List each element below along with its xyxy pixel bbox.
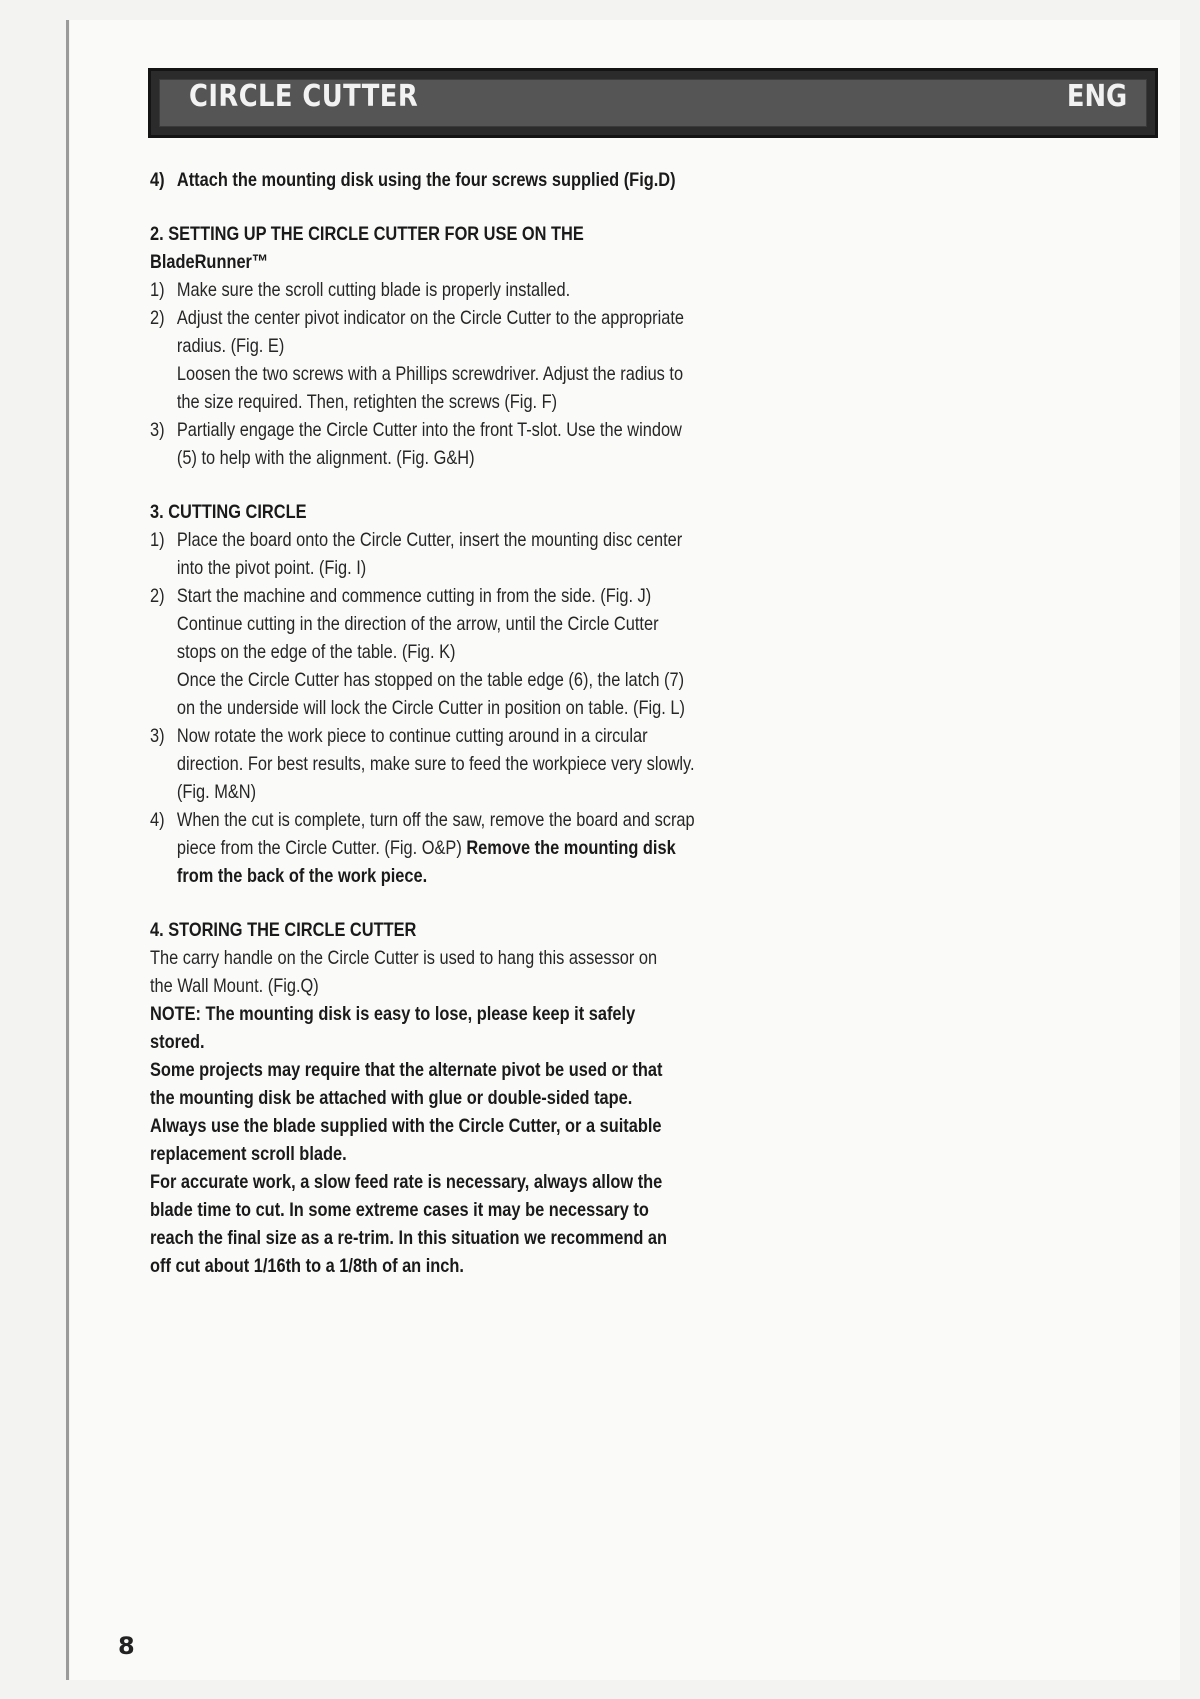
step-number: 1) [150,529,165,551]
list-item [150,526,698,582]
list-item [150,722,698,806]
step-text: Make sure the scroll cutting blade is properly installed. [176,279,571,301]
step-text: Attach the mounting disk using the four screws supplied (Fig.D) [176,169,676,191]
list-item [150,582,698,722]
step-number: 2) [150,585,165,607]
header-title: CIRCLE CUTTER [189,79,419,114]
section-heading-cutting: 3. CUTTING CIRCLE [150,501,307,523]
language-label: ENG [1066,79,1127,114]
step-text: Adjust the center pivot indicator on the Circle Cutter to the appropriate radius. (Fig. E) [176,307,685,357]
list-item [150,416,698,472]
step-number: 3) [150,419,165,441]
note-text: NOTE: The mounting disk is easy to lose, please keep it safely stored. [150,1003,636,1053]
storing-text: The carry handle on the Circle Cutter is used to hang this assessor on the Wall Mount. (Fig.Q) [150,947,658,997]
step-number: 3) [150,725,165,747]
step-text: Now rotate the work piece to continue cutting around in a circular direction. For best results, make sure to feed the workpiece very slowly.(Fig. M&N) [176,725,695,803]
page-number: 8 [118,1632,135,1660]
list-item [150,304,698,416]
step-number: 1) [150,279,165,301]
tip-paragraph: Always use the blade supplied with the Circle Cutter, or a suitable replacement scroll blade. [150,1115,662,1165]
list-item [150,806,698,890]
step-attach-disk [150,166,698,194]
step-number: 4) [150,169,165,191]
step-text: Partially engage the Circle Cutter into the front T-slot. Use the window (5) to help with the alignment. (Fig. G&H) [176,419,682,469]
step-text: Start the machine and commence cutting in from the side. (Fig. J) [176,585,652,607]
step-subtext: Once the Circle Cutter has stopped on the table edge (6), the latch (7) on the underside will lock the Circle Cutter in position on table. (Fig. L) [176,669,685,719]
section-header-bar [148,68,1158,138]
step-warning: Remove the mounting disk from the back of the work piece. [176,837,676,887]
step-subtext: Continue cutting in the direction of the arrow, until the Circle Cutter stops on the edge of the table. (Fig. K) [176,613,659,663]
page-binding-edge [66,20,69,1680]
step-text: When the cut is complete, turn off the saw, remove the board and scrap piece from the Circle Cutter. (Fig. O&P) [176,809,695,859]
step-text: Place the board onto the Circle Cutter, insert the mounting disc center into the pivot point. (Fig. I) [176,529,683,579]
step-number: 2) [150,307,165,329]
step-number: 4) [150,809,165,831]
section-heading-storing: 4. STORING THE CIRCLE CUTTER [150,919,417,941]
manual-content [150,166,695,1280]
list-item [150,276,698,304]
tip-paragraph: Some projects may require that the alternate pivot be used or that the mounting disk be attached with glue or double-sided tape. [150,1059,663,1109]
section-heading-setup: 2. SETTING UP THE CIRCLE CUTTER FOR USE ON THE BladeRunner™ [150,223,584,273]
tip-paragraph: For accurate work, a slow feed rate is necessary, always allow the blade time to cut. In some extreme cases it may be necessary to reach the final size as a re-trim. In this situation we recommend an off cut about 1/16th to a 1/8th of an inch. [150,1171,668,1277]
step-subtext: Loosen the two screws with a Phillips screwdriver. Adjust the radius to the size required. Then, retighten the screws (Fig. F) [176,363,684,413]
